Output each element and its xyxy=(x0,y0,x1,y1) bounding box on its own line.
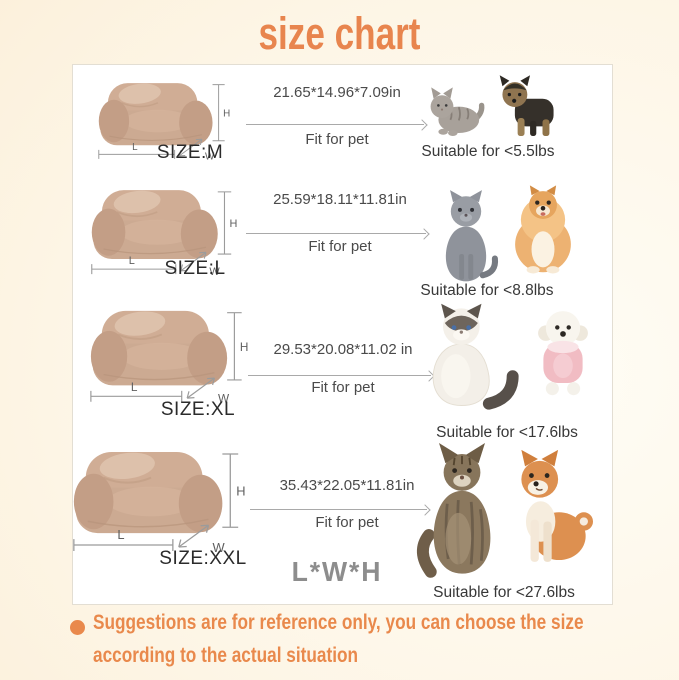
dimensions-text-m: 21.65*14.96*7.09in xyxy=(273,84,401,101)
size-row-l xyxy=(0,174,679,300)
arrow-shaft xyxy=(248,375,431,376)
arrow-shaft xyxy=(250,509,427,510)
dimensions-text-xl: 29.53*20.08*11.02 in xyxy=(273,341,413,358)
size-label-xxl: SIZE:XXL xyxy=(159,548,247,569)
size-row-xxl xyxy=(0,438,679,605)
suitable-weight-label-xl: Suitable for <17.6lbs xyxy=(436,424,578,441)
arrow-shaft xyxy=(246,233,426,234)
maine-coon-cat-image xyxy=(416,443,508,581)
yorkshire-terrier-puppy-image xyxy=(490,72,566,142)
fit-for-pet-label-m: Fit for pet xyxy=(305,131,369,148)
suitable-weight-label-l: Suitable for <8.8lbs xyxy=(420,282,554,299)
size-label-m: SIZE:M xyxy=(156,142,224,163)
fit-for-pet-label-xxl: Fit for pet xyxy=(315,514,379,531)
bichon-poodle-in-pink-outfit-image xyxy=(522,307,604,405)
size-row-m xyxy=(0,64,679,174)
size-label-l: SIZE:L xyxy=(164,258,226,279)
pet-sofa-figure-xl xyxy=(78,300,260,409)
fit-arrow-m xyxy=(246,118,427,130)
lwh-formula-label: L*W*H xyxy=(291,556,383,587)
note-line-1: Suggestions are for reference only, you can choose the size xyxy=(93,611,584,634)
size-row-xl xyxy=(0,300,679,441)
fit-for-pet-label-xl: Fit for pet xyxy=(311,379,375,396)
note-line-2: according to the actual situation xyxy=(93,644,359,667)
shiba-inu-dog-image xyxy=(502,448,594,572)
fit-for-pet-label-l: Fit for pet xyxy=(308,238,372,255)
size-label-xl: SIZE:XL xyxy=(160,399,236,420)
pomeranian-dog-image xyxy=(502,177,584,288)
ragdoll-cat-image xyxy=(410,301,520,411)
page-title: size chart xyxy=(258,8,421,59)
suitable-weight-label-m: Suitable for <5.5lbs xyxy=(421,143,555,160)
gray-british-shorthair-cat-image xyxy=(428,187,504,286)
dimensions-text-xxl: 35.43*22.05*11.81in xyxy=(279,477,415,494)
dimensions-text-l: 25.59*18.11*11.81in xyxy=(273,191,407,208)
note-bullet-icon xyxy=(70,620,85,635)
gray-tabby-kitten-image xyxy=(424,78,490,140)
suitable-weight-label-xxl: Suitable for <27.6lbs xyxy=(433,584,575,601)
arrow-shaft xyxy=(246,124,424,125)
pet-sofa-figure-xxl xyxy=(60,440,258,559)
